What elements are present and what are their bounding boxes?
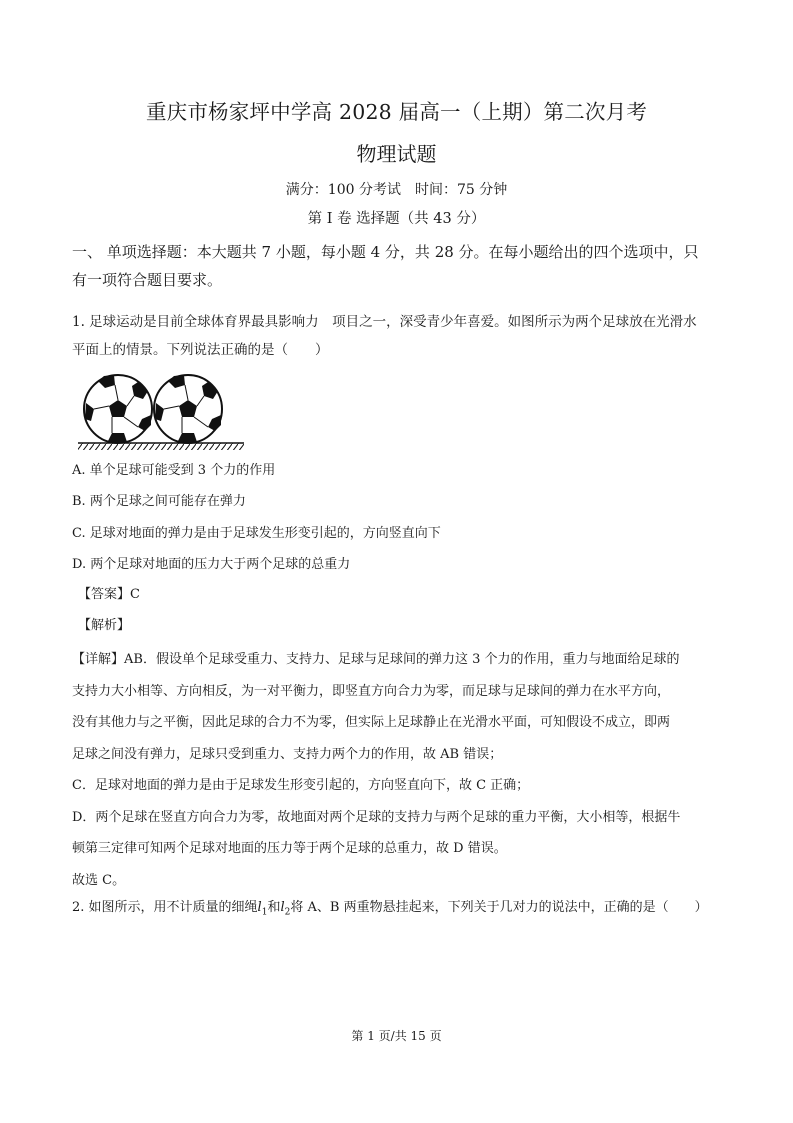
answer-line	[78, 583, 140, 602]
section-instructions	[72, 238, 732, 294]
option-d: D. 两个足球对地面的压力大于两个足球的总重力	[72, 557, 351, 572]
question-1-stem	[72, 308, 732, 364]
exam-meta: 满分：100 分考试 时间：75 分钟	[285, 182, 508, 198]
rope-l1-subscript: 1	[261, 907, 268, 918]
question-2-stem	[72, 896, 708, 918]
option-b: B. 两个足球之间可能存在弹力	[72, 494, 246, 509]
soccer-balls-icon	[76, 372, 246, 452]
section-line-2: 有一项符合题目要求。	[72, 271, 223, 289]
question-1-line-2: 平面上的情景。下列说法正确的是（ ）	[72, 342, 329, 358]
detail-line-1	[72, 644, 734, 676]
question-2-suffix: 将 A、B 两重物悬挂起来，下列关于几对力的说法中，正确的是（ ）	[290, 900, 708, 915]
section-line-1: 一、 单项选择题：本大题共 7 小题，每小题 4 分，共 28 分。在每小题给出的四个选项中，只	[72, 243, 699, 261]
detail-block	[72, 644, 734, 896]
question-2-prefix: 2. 如图所示，用不计质量的细绳	[72, 900, 258, 915]
rope-l1-symbol: l	[257, 900, 262, 915]
option-c: C. 足球对地面的弹力是由于足球发生形变引起的，方向竖直向下	[72, 526, 441, 541]
answer-value: C	[130, 587, 140, 602]
answer-tag: 【答案】	[78, 587, 131, 602]
exam-title: 重庆市杨家坪中学高 2028 届高一（上期）第二次月考	[145, 100, 648, 124]
detail-line-8: 故选 C。	[72, 872, 126, 888]
detail-line-7: 顿第三定律可知两个足球对地面的压力等于两个足球的总重力，故 D 错误。	[72, 841, 507, 856]
question-2-and: 和	[267, 900, 281, 915]
detail-line-5: C．足球对地面的弹力是由于足球发生形变引起的，方向竖直向下，故 C 正确；	[72, 778, 530, 793]
rope-l2-symbol: l	[280, 900, 285, 915]
page-footer: 第 1 页/共 15 页	[351, 1029, 442, 1043]
detail-line-2: 支持力大小相等、方向相反，为一对平衡力，即竖直方向合力为零，而足球与足球间的弹力在水平方向，	[72, 683, 671, 699]
part-heading: 第 I 卷 选择题（共 43 分）	[307, 211, 486, 227]
soccer-balls-figure	[76, 372, 246, 456]
detail-line-4: 足球之间没有弹力，足球只受到重力、支持力两个力的作用，故 AB 错误；	[72, 746, 503, 762]
detail-line-3: 没有其他力与之平衡，因此足球的合力不为零，但实际上足球静止在光滑水平面，可知假设不成立，即两	[72, 715, 671, 730]
rope-l2-subscript: 2	[284, 907, 291, 918]
detail-text-1: AB．假设单个足球受重力、支持力、足球与足球间的弹力这 3 个力的作用，重力与地面给足球的	[124, 652, 680, 667]
detail-line-6: D．两个足球在竖直方向合力为零，故地面对两个足球的支持力与两个足球的重力平衡，大小相等，根据牛	[72, 809, 681, 825]
analysis-tag: 【解析】	[78, 618, 131, 633]
question-1-line-1: 1. 足球运动是目前全球体育界最具影响力 项目之一，深受青少年喜爱。如图所示为两个足球放在光滑水	[72, 314, 697, 330]
subject-title: 物理试题	[356, 142, 437, 166]
detail-tag: 【详解】	[72, 652, 125, 667]
option-a: A. 单个足球可能受到 3 个力的作用	[72, 463, 276, 478]
